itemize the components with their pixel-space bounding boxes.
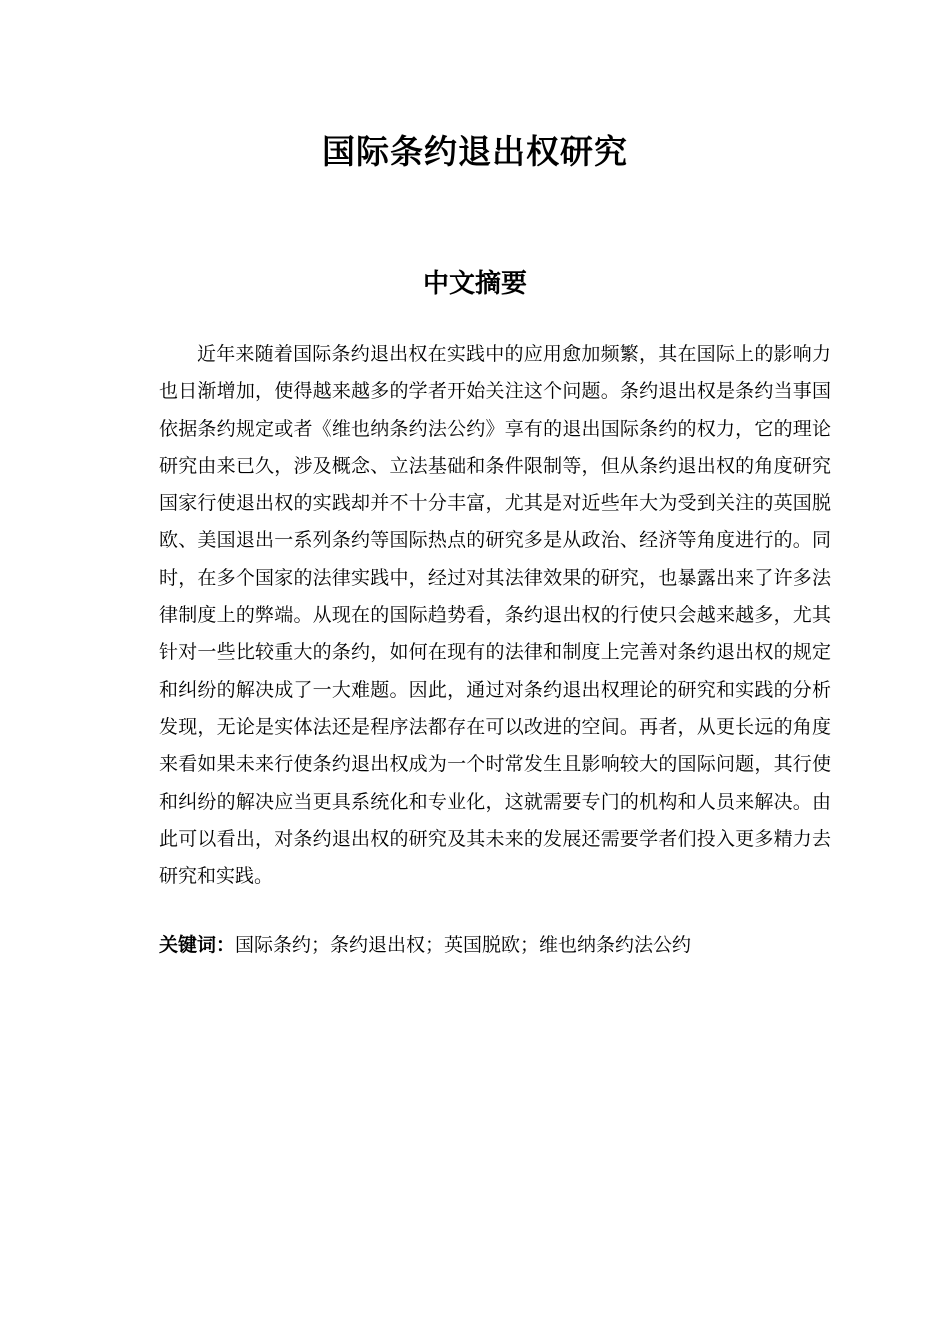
abstract-line: 依据条约规定或者《维也纳条约法公约》享有的退出国际条约的权力，它的理论 xyxy=(159,417,831,440)
abstract-line: 和纠纷的解决成了一大难题。因此，通过对条约退出权理论的研究和实践的分析 xyxy=(159,678,831,701)
abstract-line: 此可以看出，对条约退出权的研究及其未来的发展还需要学者们投入更多精力去 xyxy=(159,827,831,850)
abstract-line: 发现，无论是实体法还是程序法都存在可以改进的空间。再者，从更长远的角度 xyxy=(159,715,831,738)
abstract-line: 国家行使退出权的实践却并不十分丰富，尤其是对近些年大为受到关注的英国脱 xyxy=(159,492,831,515)
abstract-line: 欧、美国退出一系列条约等国际热点的研究多是从政治、经济等角度进行的。同 xyxy=(159,529,831,552)
abstract-line: 针对一些比较重大的条约，如何在现有的法律和制度上完善对条约退出权的规定 xyxy=(159,641,831,664)
abstract-line: 研究和实践。 xyxy=(159,865,274,888)
abstract-body xyxy=(159,336,831,895)
keywords-line xyxy=(159,927,831,964)
keywords-text: 国际条约；条约退出权；英国脱欧；维也纳条约法公约 xyxy=(235,934,692,956)
abstract-heading: 中文摘要 xyxy=(422,269,527,299)
abstract-line: 和纠纷的解决应当更具系统化和专业化，这就需要专门的机构和人员来解决。由 xyxy=(159,790,831,813)
keywords-label: 关键词： xyxy=(159,934,236,956)
abstract-line: 近年来随着国际条约退出权在实践中的应用愈加频繁，其在国际上的影响力 xyxy=(197,343,831,365)
abstract-line: 研究由来已久，涉及概念、立法基础和条件限制等，但从条约退出权的角度研究 xyxy=(159,454,831,477)
abstract-line: 也日渐增加，使得越来越多的学者开始关注这个问题。条约退出权是条约当事国 xyxy=(159,380,831,403)
document-title: 国际条约退出权研究 xyxy=(322,132,628,171)
abstract-line: 律制度上的弊端。从现在的国际趋势看，条约退出权的行使只会越来越多，尤其 xyxy=(159,604,831,627)
abstract-line: 来看如果未来行使条约退出权成为一个时常发生且影响较大的国际问题，其行使 xyxy=(159,753,831,776)
abstract-line: 时，在多个国家的法律实践中，经过对其法律效果的研究，也暴露出来了许多法 xyxy=(159,566,831,589)
